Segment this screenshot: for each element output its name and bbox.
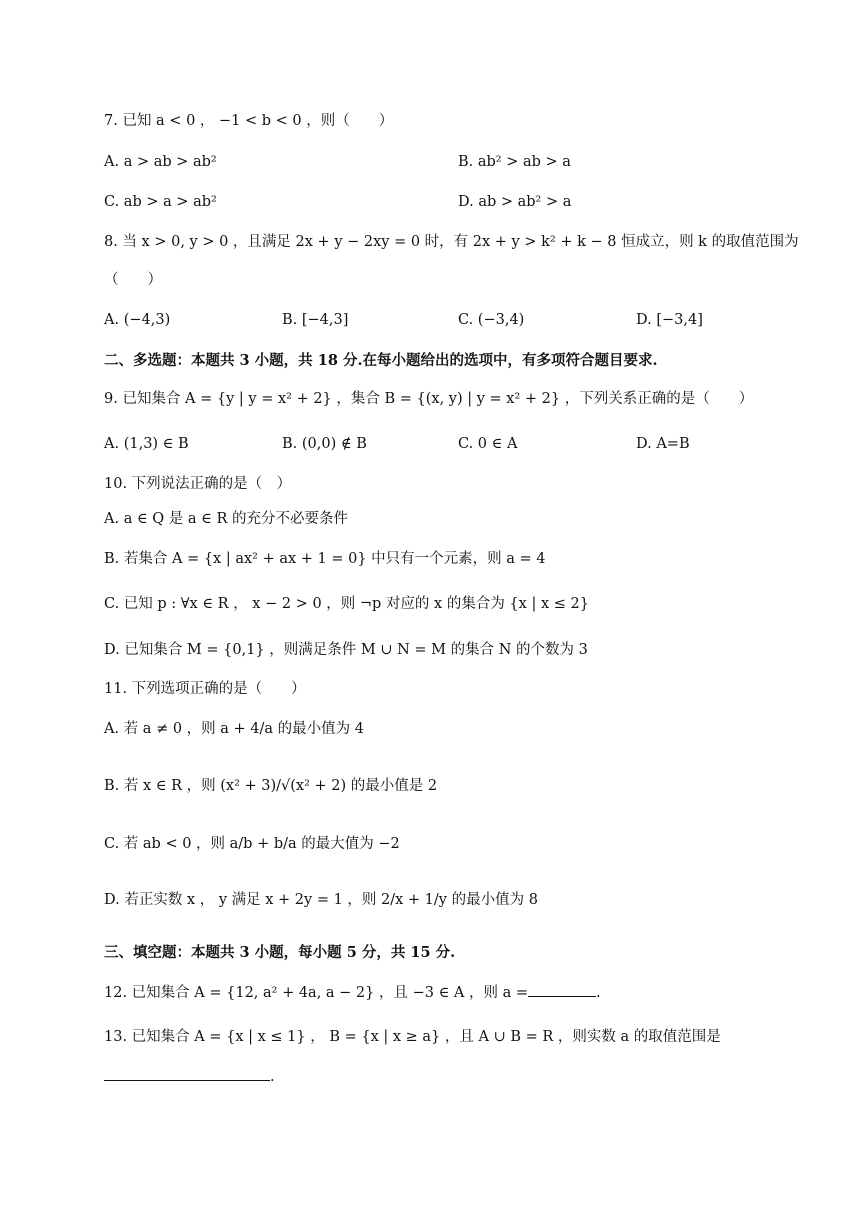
question-11-option-d[interactable] [104, 890, 538, 910]
option-label: D. [636, 436, 652, 452]
option-label: D. [104, 892, 120, 908]
question-9-option-a[interactable] [104, 434, 189, 454]
question-7-stem: 7. 已知 a < 0 ， −1 < b < 0 ，则（ ） [104, 113, 394, 129]
option-text: 若正实数 x ， y 满足 x + 2y = 1 ，则 2/x + 1/y 的最小值为 8 [124, 892, 538, 908]
answer-blank[interactable] [104, 1066, 270, 1081]
question-9-option-b[interactable] [282, 434, 367, 454]
section-3-heading: 三、填空题：本题共 3 小题，每小题 5 分，共 15 分. [104, 944, 456, 961]
option-label: B. [458, 154, 474, 170]
question-10-option-a[interactable] [104, 509, 348, 529]
option-text: A=B [656, 436, 690, 452]
option-label: A. [104, 436, 120, 452]
option-text: 已知 p : ∀x ∈ R ， x − 2 > 0 ，则 ¬p 对应的 x 的集合为 {x | x ≤ 2} [123, 596, 589, 612]
option-text: [−4,3] [301, 312, 349, 328]
question-13-stem: 13. 已知集合 A = {x | x ≤ 1} ， B = {x | x ≥ a} ，且 A ∪ B = R ，则实数 a 的取值范围是 [104, 1029, 721, 1045]
option-text: (−3,4) [477, 312, 525, 328]
question-11-option-b[interactable] [104, 776, 437, 796]
option-label: C. [104, 836, 120, 852]
question-11-option-c[interactable] [104, 834, 400, 854]
option-text: ab² > ab > a [477, 154, 571, 170]
option-text: 0 ∈ A [477, 436, 518, 452]
option-label: D. [458, 194, 474, 210]
option-text: 若 a ≠ 0 ，则 a + 4/a 的最小值为 4 [123, 721, 364, 737]
option-label: A. [104, 511, 120, 527]
question-10-option-b[interactable] [104, 549, 546, 569]
option-label: C. [104, 596, 120, 612]
question-9-option-c[interactable] [458, 434, 517, 454]
question-7-option-c[interactable] [104, 192, 217, 212]
answer-blank[interactable] [528, 982, 596, 997]
question-8-stem: 8. 当 x > 0, y > 0 ，且满足 2x + y − 2xy = 0 时，有 2x + y > k² + k − 8 恒成立，则 k 的取值范围为 [104, 234, 799, 250]
question-8-option-d[interactable] [636, 310, 703, 330]
option-text: [−3,4] [656, 312, 703, 328]
option-text: a > ab > ab² [123, 154, 217, 170]
option-label: B. [282, 312, 298, 328]
question-7-option-a[interactable] [104, 152, 217, 172]
option-text: (1,3) ∈ B [123, 436, 189, 452]
question-11-stem: 11. 下列选项正确的是（ ） [104, 681, 306, 697]
option-label: B. [104, 551, 120, 567]
option-text: 若 ab < 0 ，则 a/b + b/a 的最大值为 −2 [123, 836, 400, 852]
option-label: D. [104, 642, 120, 658]
question-7-option-d[interactable] [458, 192, 571, 212]
option-text: 若集合 A = {x | ax² + ax + 1 = 0} 中只有一个元素，则 a = 4 [123, 551, 546, 567]
option-label: D. [636, 312, 652, 328]
option-text: (0,0) ∉ B [301, 436, 367, 452]
question-9-stem: 9. 已知集合 A = {y | y = x² + 2} ，集合 B = {(x, y) | y = x² + 2} ，下列关系正确的是（ ） [104, 391, 754, 407]
question-7-option-b[interactable] [458, 152, 571, 172]
option-text: a ∈ Q 是 a ∈ R 的充分不必要条件 [123, 511, 349, 527]
option-label: A. [104, 312, 120, 328]
option-text: ab > a > ab² [123, 194, 217, 210]
question-12: 12. 已知集合 A = {12, a² + 4a, a − 2} ，且 −3 ∈ A ，则 a = . [104, 982, 601, 1003]
option-text: (−4,3) [123, 312, 171, 328]
option-label: A. [104, 154, 120, 170]
option-label: C. [458, 312, 474, 328]
section-2-heading: 二、多选题：本题共 3 小题，共 18 分.在每小题给出的选项中，有多项符合题目要求. [104, 352, 658, 369]
question-8-option-b[interactable] [282, 310, 348, 330]
option-label: C. [458, 436, 474, 452]
question-8-stem-continued: （ ） [104, 272, 162, 288]
question-10-stem: 10. 下列说法正确的是（ ） [104, 476, 292, 492]
question-8-option-a[interactable] [104, 310, 170, 330]
option-text: 已知集合 M = {0,1} ，则满足条件 M ∪ N = M 的集合 N 的个数为 3 [124, 642, 588, 658]
option-label: B. [104, 778, 120, 794]
question-12-stem: 12. 已知集合 A = {12, a² + 4a, a − 2} ，且 −3 ∈ A ，则 a = [104, 985, 529, 1001]
option-text: ab > ab² > a [478, 194, 572, 210]
question-9-option-d[interactable] [636, 434, 690, 454]
question-10-option-c[interactable] [104, 594, 589, 614]
option-label: A. [104, 721, 120, 737]
option-label: C. [104, 194, 120, 210]
question-11-option-a[interactable] [104, 719, 364, 739]
option-label: B. [282, 436, 298, 452]
question-13-answer-line: . [104, 1066, 275, 1087]
option-text: 若 x ∈ R ，则 (x² + 3)/√(x² + 2) 的最小值是 2 [123, 778, 438, 794]
question-8-option-c[interactable] [458, 310, 524, 330]
question-10-option-d[interactable] [104, 640, 588, 660]
